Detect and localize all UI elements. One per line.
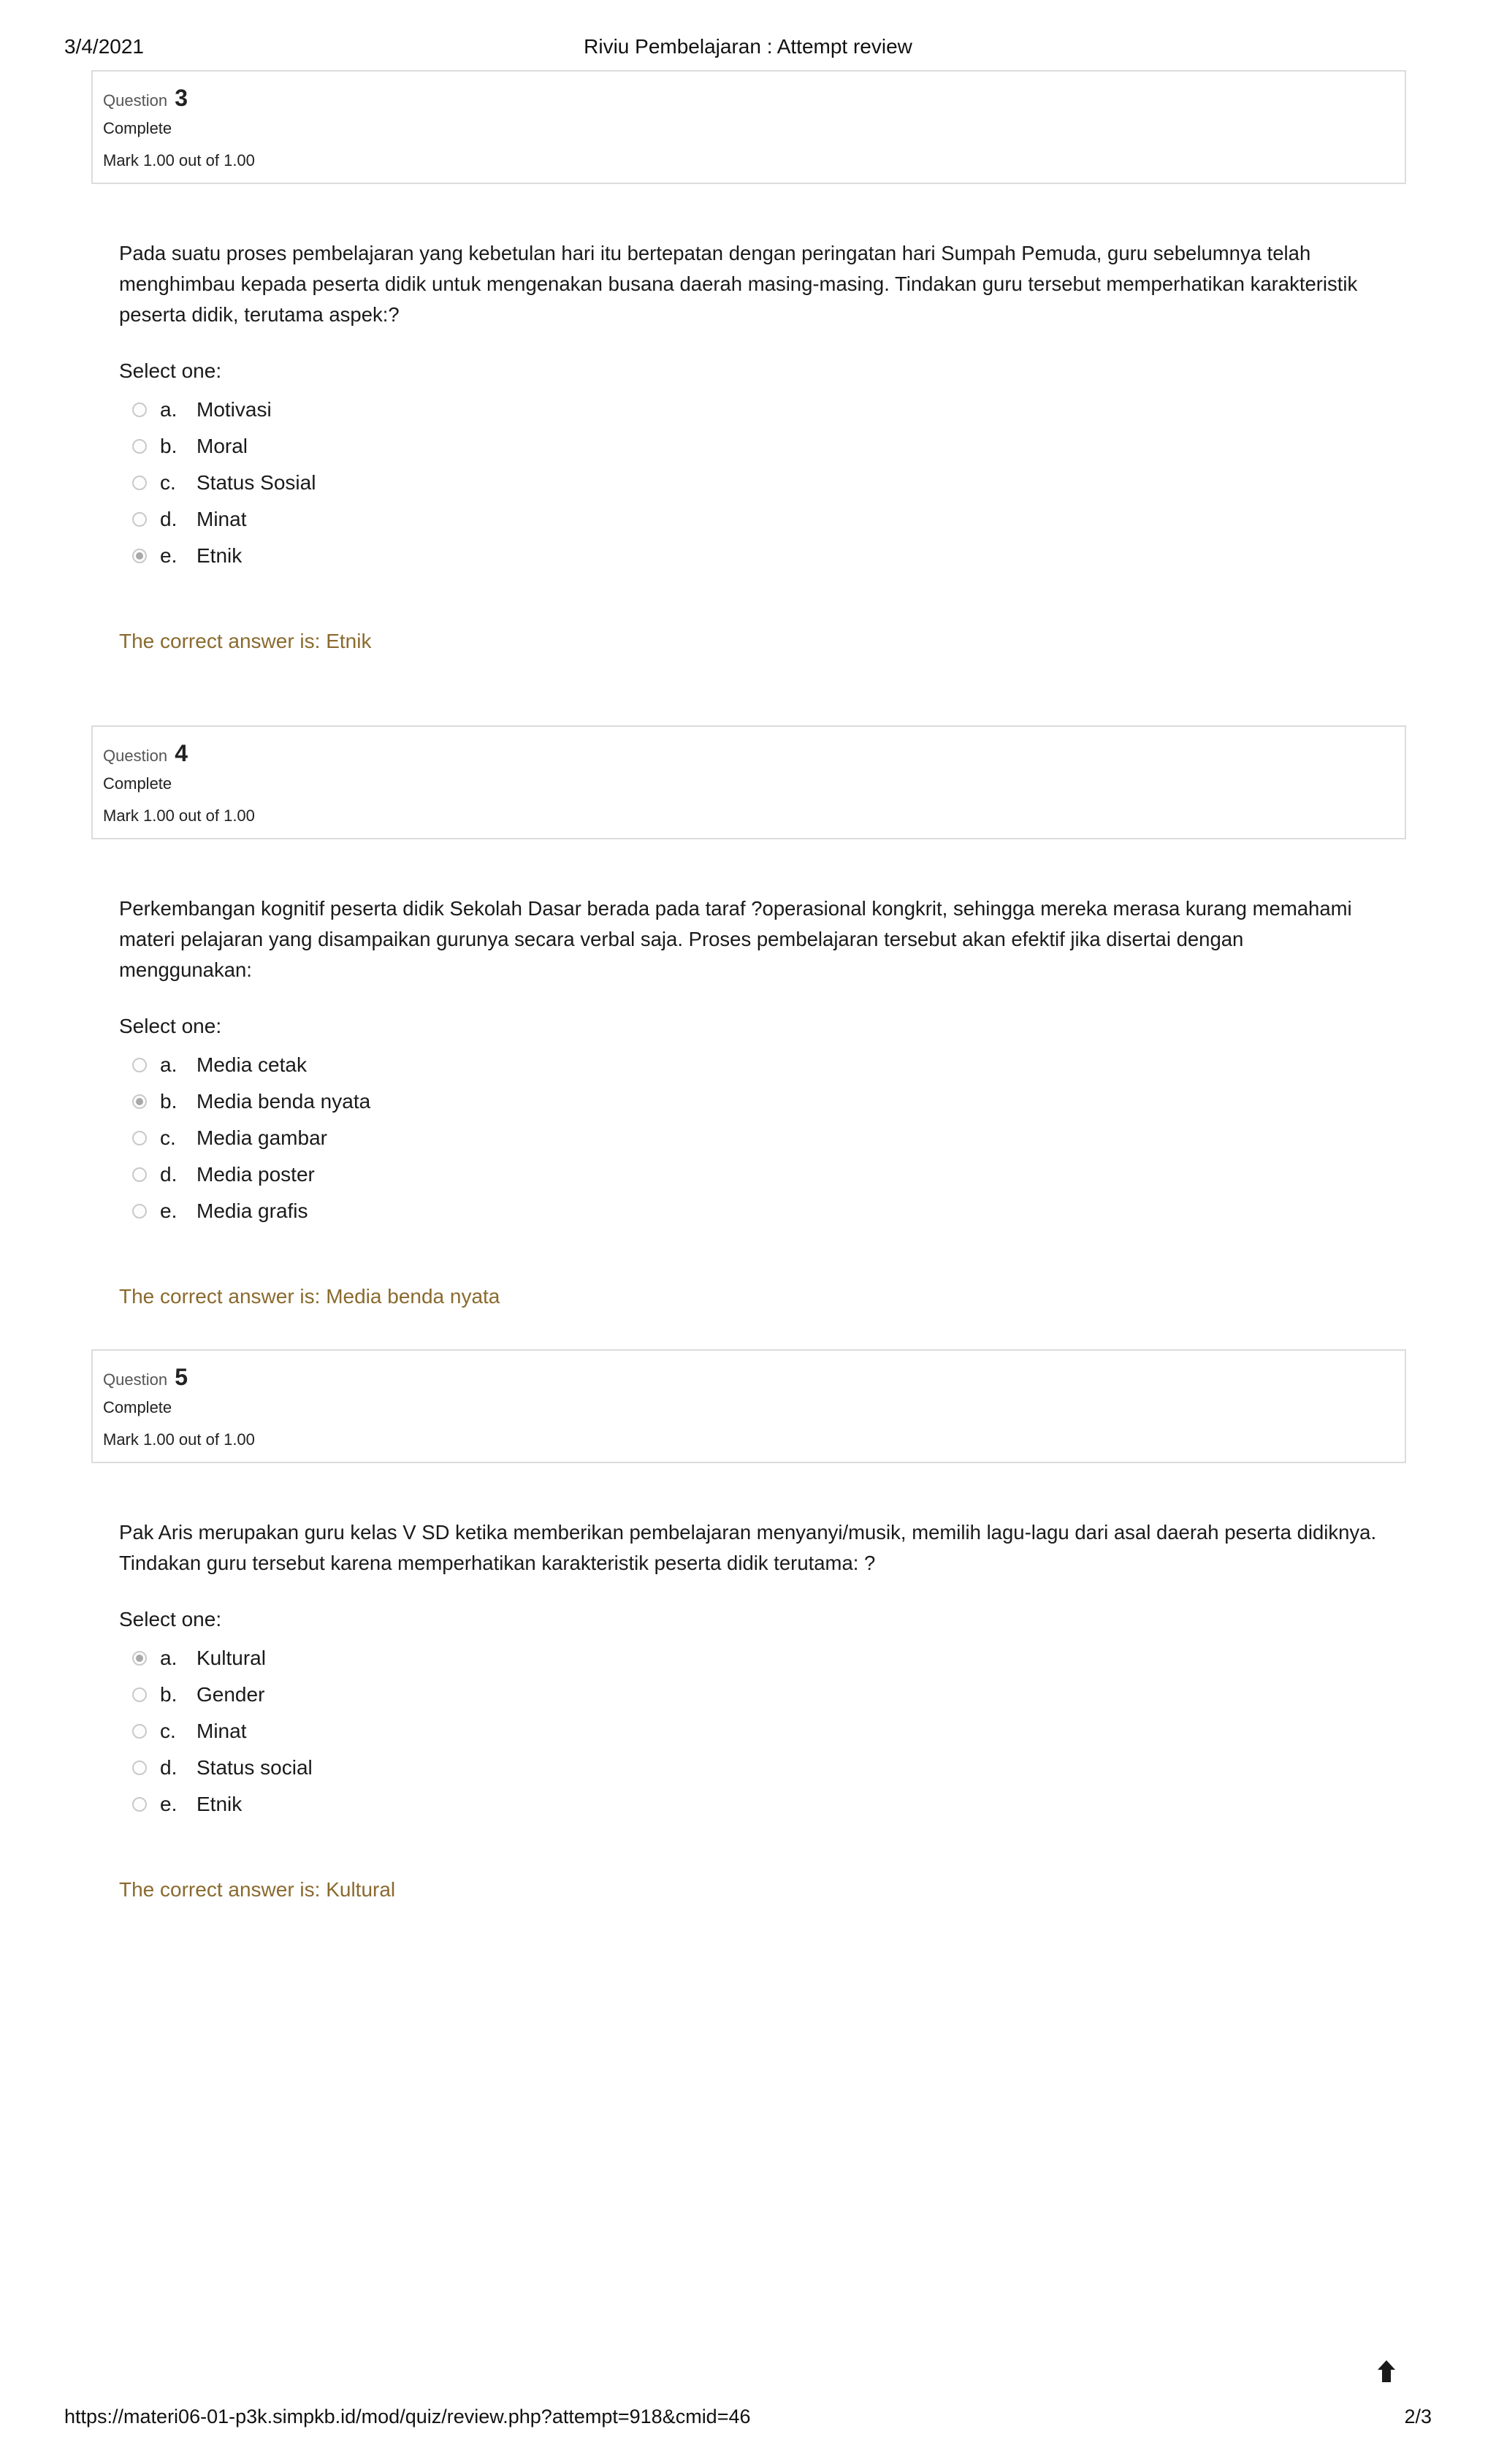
radio-button[interactable]: [132, 1797, 147, 1812]
question-5: [91, 1349, 1406, 1904]
option-label: Etnik: [196, 544, 243, 567]
question-text: Pada suatu proses pembelajaran yang kebetulan hari itu bertepatan dengan peringatan hari Sumpah Pemuda, guru sebelumnya telah menghimbau kepada peserta didik untuk mengenakan busana daerah masing-masing. Tindakan guru tersebut memperhatikan karakteristik peserta didik, terutama aspek:?: [119, 242, 1358, 326]
option-letter: c.: [160, 1126, 176, 1149]
option-label: Minat: [196, 508, 247, 530]
answer-option-e[interactable]: [119, 1786, 1378, 1823]
option-label: Media poster: [196, 1163, 315, 1186]
select-one-prompt: Select one:: [119, 1015, 222, 1037]
option-letter: b.: [160, 1683, 178, 1706]
radio-button[interactable]: [132, 1058, 147, 1072]
option-label: Media gambar: [196, 1126, 327, 1149]
option-letter: a.: [160, 398, 178, 421]
option-letter: e.: [160, 1199, 178, 1222]
option-letter: b.: [160, 435, 178, 457]
radio-button-selected[interactable]: [132, 1651, 147, 1666]
print-page-number: 2/3: [1404, 2406, 1432, 2427]
question-number: 3: [175, 85, 188, 111]
question-text: Perkembangan kognitif peserta didik Sekolah Dasar berada pada taraf ?operasional kongkrit, sehingga mereka merasa kurang memahami materi pelajaran yang disampaikan gurunya secara verbal saja. Proses pembelajaran tersebut akan efektif jika disertai dengan menggunakan:: [119, 897, 1352, 981]
answer-option-a[interactable]: [119, 392, 1378, 428]
question-info: [91, 725, 1406, 839]
answer-option-c[interactable]: [119, 1120, 1378, 1156]
radio-button[interactable]: [132, 1761, 147, 1775]
option-letter: c.: [160, 471, 176, 494]
print-footer: [0, 2406, 1496, 2430]
radio-button[interactable]: [132, 1687, 147, 1702]
select-one-prompt: Select one:: [119, 359, 222, 382]
option-label: Status social: [196, 1756, 313, 1779]
radio-button[interactable]: [132, 1204, 147, 1218]
option-label: Minat: [196, 1720, 247, 1742]
print-header: [0, 35, 1496, 60]
question-grade: Mark 1.00 out of 1.00: [103, 151, 255, 169]
option-label: Moral: [196, 435, 248, 457]
answer-option-a[interactable]: [119, 1047, 1378, 1083]
question-state: Complete: [103, 1398, 172, 1416]
question-state: Complete: [103, 119, 172, 137]
correct-answer-feedback: The correct answer is: Kultural: [119, 1878, 396, 1901]
option-label: Gender: [196, 1683, 265, 1706]
option-label: Etnik: [196, 1793, 243, 1815]
radio-button-selected[interactable]: [132, 549, 147, 563]
question-4: [91, 725, 1406, 1311]
question-number-row: [103, 1362, 1394, 1392]
select-one-prompt: Select one:: [119, 1608, 222, 1630]
option-letter: e.: [160, 544, 178, 567]
question-state: Complete: [103, 774, 172, 793]
question-number: 4: [175, 740, 188, 766]
print-date: 3/4/2021: [64, 35, 144, 58]
answer-option-b[interactable]: [119, 1083, 1378, 1120]
option-letter: e.: [160, 1793, 178, 1815]
answer-option-d[interactable]: [119, 1750, 1378, 1786]
option-label: Media cetak: [196, 1053, 307, 1076]
arrow-up-icon[interactable]: [1375, 2358, 1398, 2384]
question-grade: Mark 1.00 out of 1.00: [103, 1430, 255, 1449]
option-letter: d.: [160, 508, 178, 530]
radio-button[interactable]: [132, 1724, 147, 1739]
answer-options: [119, 392, 1378, 574]
question-label: Question: [103, 747, 168, 765]
answer-option-e[interactable]: [119, 538, 1378, 574]
question-content: [91, 238, 1406, 656]
radio-button[interactable]: [132, 1167, 147, 1182]
question-label: Question: [103, 91, 168, 110]
radio-button[interactable]: [132, 476, 147, 490]
option-letter: a.: [160, 1647, 178, 1669]
question-grade: Mark 1.00 out of 1.00: [103, 806, 255, 825]
option-letter: d.: [160, 1756, 178, 1779]
option-label: Kultural: [196, 1647, 266, 1669]
option-label: Media grafis: [196, 1199, 308, 1222]
question-content: [91, 1517, 1406, 1904]
correct-answer-feedback: The correct answer is: Etnik: [119, 630, 372, 652]
radio-button[interactable]: [132, 1131, 147, 1145]
answer-option-c[interactable]: [119, 1713, 1378, 1750]
answer-option-d[interactable]: [119, 501, 1378, 538]
answer-option-e[interactable]: [119, 1193, 1378, 1229]
question-number-row: [103, 83, 1394, 112]
option-label: Media benda nyata: [196, 1090, 371, 1113]
correct-answer-feedback: The correct answer is: Media benda nyata: [119, 1285, 500, 1308]
radio-button[interactable]: [132, 403, 147, 417]
radio-button-selected[interactable]: [132, 1094, 147, 1109]
answer-option-b[interactable]: [119, 428, 1378, 465]
answer-option-b[interactable]: [119, 1677, 1378, 1713]
question-content: [91, 893, 1406, 1311]
option-letter: b.: [160, 1090, 178, 1113]
radio-button[interactable]: [132, 512, 147, 527]
question-label: Question: [103, 1370, 168, 1389]
answer-options: [119, 1640, 1378, 1823]
answer-option-c[interactable]: [119, 465, 1378, 501]
print-url: https://materi06-01-p3k.simpkb.id/mod/quiz/review.php?attempt=918&cmid=46: [64, 2406, 751, 2427]
answer-option-d[interactable]: [119, 1156, 1378, 1193]
option-letter: d.: [160, 1163, 178, 1186]
question-info: [91, 70, 1406, 184]
option-label: Motivasi: [196, 398, 272, 421]
question-text: Pak Aris merupakan guru kelas V SD ketika memberikan pembelajaran menyanyi/musik, memilih lagu-lagu dari asal daerah peserta didiknya. Tindakan guru tersebut karena memperhatikan karakteristik peserta didik terutama: ?: [119, 1521, 1377, 1574]
option-label: Status Sosial: [196, 471, 316, 494]
option-letter: c.: [160, 1720, 176, 1742]
question-number: 5: [175, 1364, 188, 1390]
answer-option-a[interactable]: [119, 1640, 1378, 1677]
question-info: [91, 1349, 1406, 1463]
radio-button[interactable]: [132, 439, 147, 454]
question-3: [91, 70, 1406, 656]
answer-options: [119, 1047, 1378, 1229]
print-title: Riviu Pembelajaran : Attempt review: [584, 35, 912, 58]
option-letter: a.: [160, 1053, 178, 1076]
question-number-row: [103, 739, 1394, 768]
